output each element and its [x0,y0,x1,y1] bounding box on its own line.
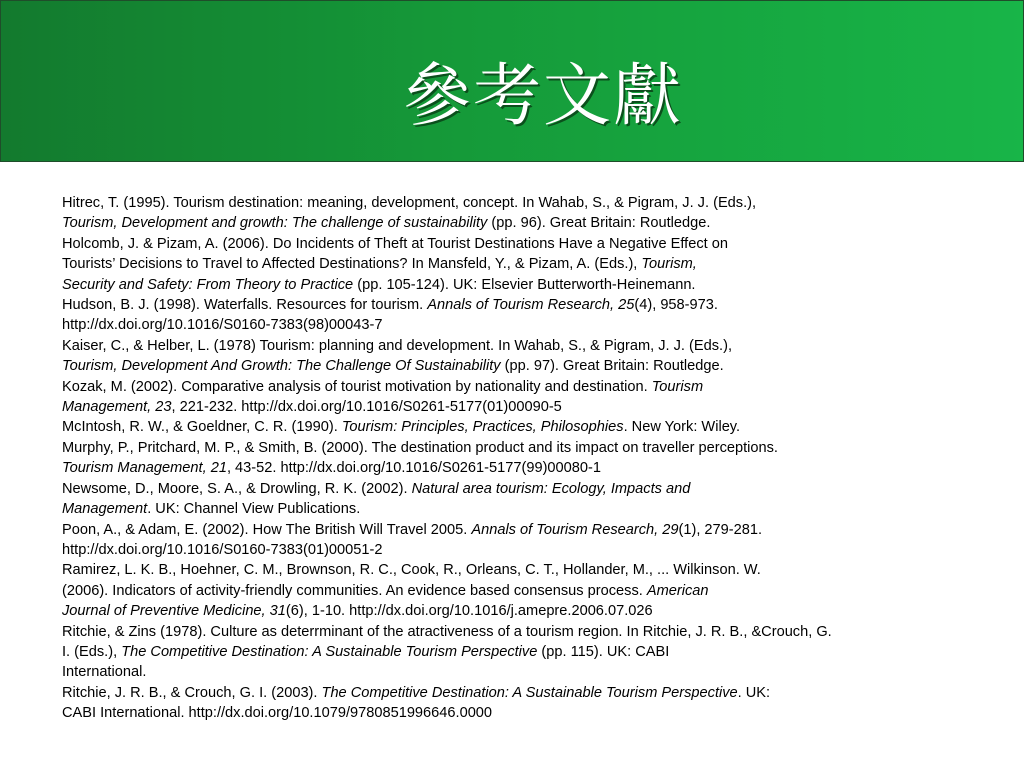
reference-line: Tourism Management, 21, 43-52. http://dx.doi.org/10.1016/S0261-5177(99)00080-1 [62,460,601,477]
reference-line: Security and Safety: From Theory to Practice (pp. 105-124). UK: Elsevier Butterworth-Heinemann. [62,276,696,293]
reference-line: Ramirez, L. K. B., Hoehner, C. M., Brownson, R. C., Cook, R., Orleans, C. T., Hollander, M., ... Wilkinson. W. [62,562,761,579]
reference-line: CABI International. http://dx.doi.org/10.1079/9780851996646.0000 [62,705,493,722]
reference-line: Hitrec, T. (1995). Tourism destination: meaning, development, concept. In Wahab, S., & Pigram, J. J. (Eds.), [62,195,757,211]
reference-line: McIntosh, R. W., & Goeldner, C. R. (1990). Tourism: Principles, Practices, Philosophies. New York: Wiley. [62,419,741,436]
reference-line: Tourism, Development and growth: The challenge of sustainability (pp. 96). Great Britain: Routledge. [62,215,711,232]
reference-line: Newsome, D., Moore, S. A., & Drowling, R. K. (2002). Natural area tourism: Ecology, Impacts and [62,480,691,497]
reference-line: Management. UK: Channel View Publications. [62,501,361,518]
title-banner [0,0,1024,162]
reference-line: Tourism, Development And Growth: The Challenge Of Sustainability (pp. 97). Great Britain: Routledge. [62,358,724,375]
reference-line: Management, 23, 221-232. http://dx.doi.org/10.1016/S0261-5177(01)00090-5 [62,399,562,416]
reference-line: (2006). Indicators of activity-friendly communities. An evidence based consensus process. American [62,582,709,599]
reference-line: Journal of Preventive Medicine, 31(6), 1-10. http://dx.doi.org/10.1016/j.amepre.2006.07.026 [62,603,653,620]
reference-line: Kozak, M. (2002). Comparative analysis of tourist motivation by nationality and destination. Tourism [62,378,704,395]
reference-list [62,193,982,724]
reference-line: Poon, A., & Adam, E. (2002). How The British Will Travel 2005. Annals of Tourism Research, 29(1), 279-281. [62,521,763,538]
reference-line: Hudson, B. J. (1998). Waterfalls. Resources for tourism. Annals of Tourism Research, 25(4), 958-973. [62,297,718,314]
reference-line: I. (Eds.), The Competitive Destination: A Sustainable Tourism Perspective (pp. 115). UK: CABI [62,643,670,660]
slide-title: 參考文獻 [402,57,683,136]
reference-line: Holcomb, J. & Pizam, A. (2006). Do Incidents of Theft at Tourist Destinations Have a Negative Effect on [62,235,728,252]
reference-line: http://dx.doi.org/10.1016/S0160-7383(98)00043-7 [62,317,383,334]
reference-line: Ritchie, & Zins (1978). Culture as deterrminant of the atractiveness of a tourism region. In Ritchie, J. R. B., &Crouch, G. [62,623,832,640]
reference-line: International. [62,664,147,681]
reference-line: http://dx.doi.org/10.1016/S0160-7383(01)00051-2 [62,541,383,558]
reference-line: Murphy, P., Pritchard, M. P., & Smith, B. (2000). The destination product and its impact on traveller perceptions. [62,439,778,456]
reference-line: Ritchie, J. R. B., & Crouch, G. I. (2003). The Competitive Destination: A Sustainable Tourism Perspective. UK: [62,684,771,701]
reference-line: Kaiser, C., & Helber, L. (1978) Tourism: planning and development. In Wahab, S., & Pigram, J. J. (Eds.), [62,337,733,354]
reference-line: Tourists’ Decisions to Travel to Affected Destinations? In Mansfeld, Y., & Pizam, A. (Eds.), Tourism, [62,256,697,273]
